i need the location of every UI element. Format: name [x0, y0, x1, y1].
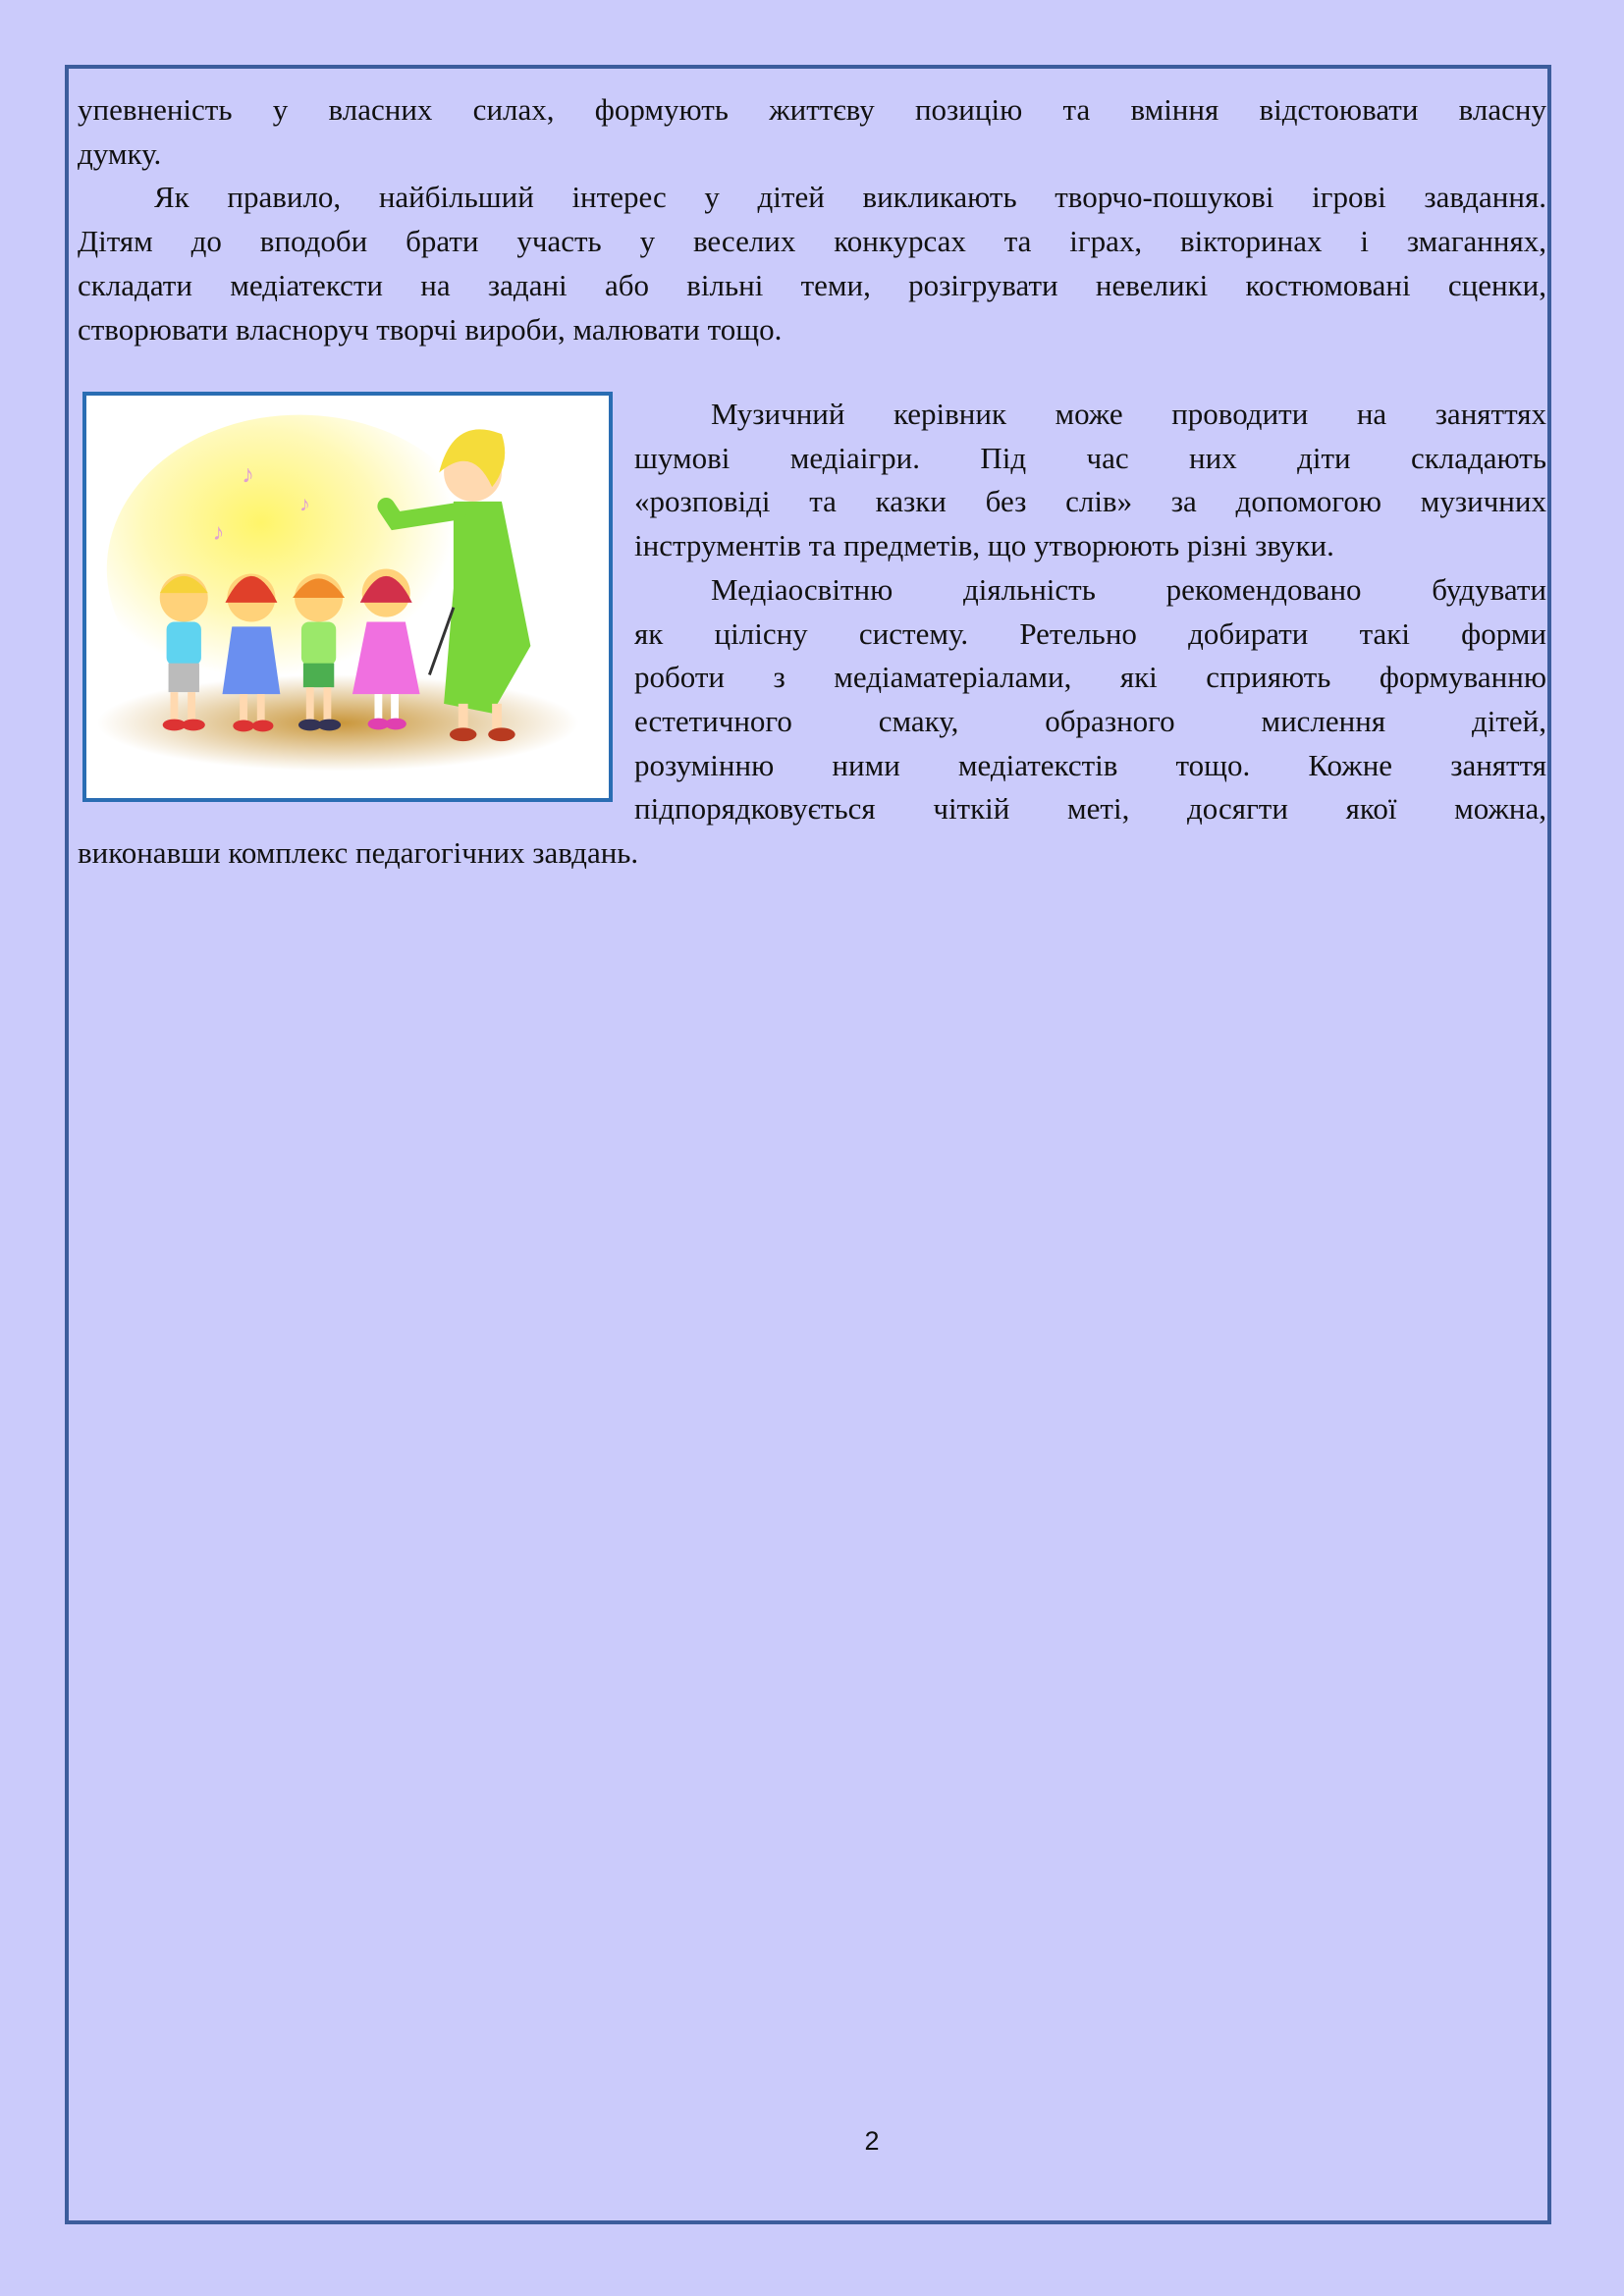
page-frame	[65, 65, 1551, 2224]
text-line: Медіаосвітню діяльність рекомендовано будувати	[711, 571, 1546, 607]
text-line: складати медіатексти на задані або вільні теми, розігрувати невеликі костюмовані сценки,	[78, 267, 1546, 302]
text-line: Дітям до вподоби брати участь у веселих конкурсах та іграх, вікторинах і змаганнях,	[78, 224, 1546, 259]
music-teacher-illustration	[82, 392, 613, 802]
music-teacher-with-children-illustration-icon	[86, 396, 609, 798]
text-line: створювати власноруч творчі вироби, малювати тощо.	[78, 311, 783, 347]
text-line: Музичний керівник може проводити на заняттях	[711, 397, 1546, 431]
paragraph-ending	[78, 831, 1546, 876]
text-line: виконавши комплекс педагогічних завдань.	[78, 835, 639, 870]
text-line: як цілісну систему. Ретельно добирати такі форми	[634, 615, 1546, 651]
text-line: упевненість у власних силах, формують життєву позицію та вміння відстоювати власну	[78, 92, 1546, 127]
svg-text:♪: ♪	[242, 459, 254, 489]
text-line: шумові медіаігри. Під час них діти складають	[634, 440, 1546, 475]
text-line: Як правило, найбільший інтерес у дітей викликають творчо-пошукові ігрові завдання.	[154, 180, 1546, 215]
text-line: підпорядковується чіткій меті, досягти якої можна,	[634, 791, 1546, 827]
top-paragraphs	[78, 88, 1546, 351]
text-line: роботи з медіаматеріалами, які сприяють формуванню	[634, 660, 1546, 695]
text-line: «розповіді та казки без слів» за допомогою музичних	[634, 484, 1546, 519]
text-line: естетичного смаку, образного мислення дітей,	[634, 703, 1546, 738]
text-line: інструментів та предметів, що утворюють різні звуки.	[634, 528, 1334, 563]
text-line: розумінню ними медіатекстів тощо. Кожне заняття	[634, 747, 1546, 782]
side-paragraphs	[634, 393, 1546, 831]
page-number: 2	[864, 2126, 880, 2156]
svg-text:♪: ♪	[298, 492, 310, 516]
svg-text:♪: ♪	[212, 520, 225, 547]
text-line: думку.	[78, 135, 162, 171]
